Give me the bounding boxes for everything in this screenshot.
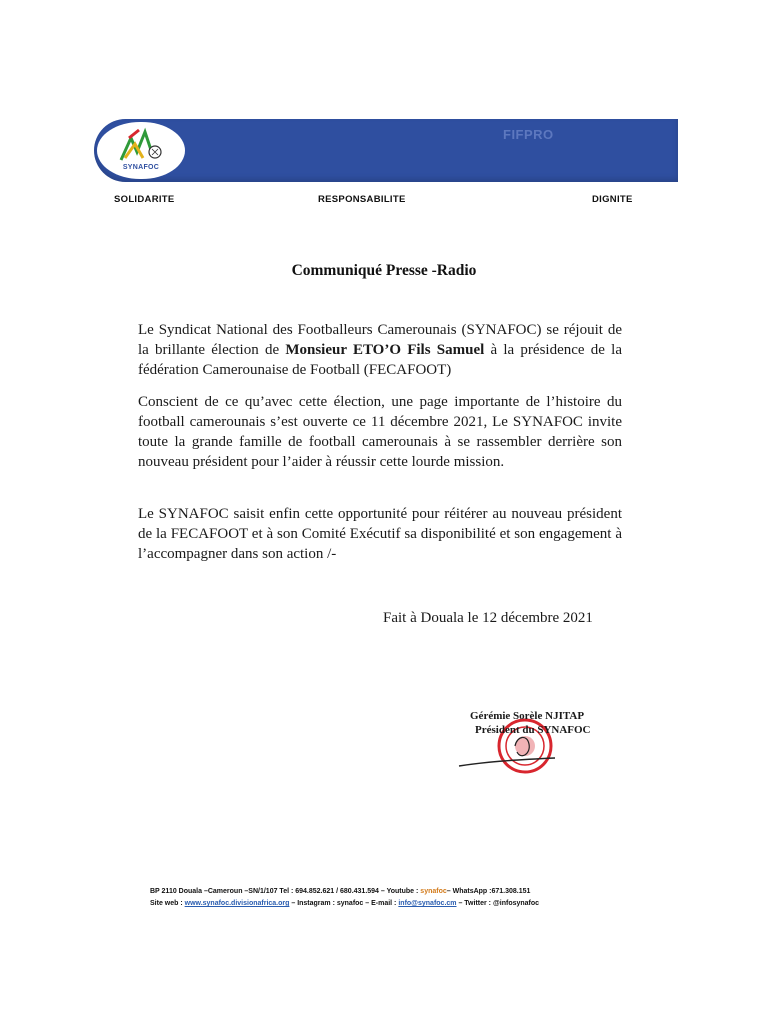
- motto-dignite: DIGNITE: [592, 194, 633, 205]
- motto-responsabilite: RESPONSABILITE: [318, 194, 406, 205]
- logo-text: SYNAFOC: [122, 164, 160, 171]
- paragraph-1-end: à la présidence de la fédération Camerounaise de Football (FECAFOOT): [138, 342, 622, 378]
- signatory-name: Gérémie Sorèle NJITAP: [470, 710, 585, 722]
- paragraph-1-start: Le Syndicat National des Footballeurs Camerounais (SYNAFOC) se réjouit de la brillante élection de: [138, 322, 622, 358]
- footer-instagram: – Instagram : synafoc – E-mail :: [289, 900, 399, 907]
- footer-whatsapp: – WhatsApp :671.308.151: [446, 888, 531, 895]
- footer-site-label: Site web :: [150, 900, 185, 907]
- footer-website-link[interactable]: www.synafoc.divisionafrica.org: [184, 900, 290, 907]
- footer-address: BP 2110 Douala –Cameroun –SN/1/107 Tel : 694.852.621 / 680.431.594 – Youtube :: [150, 888, 421, 895]
- footer-twitter: – Twitter : @infosynafoc: [456, 900, 540, 907]
- paragraph-1-name: Monsieur ETO’O Fils Samuel: [285, 342, 485, 358]
- document-title: Communiqué Presse -Radio: [291, 262, 477, 279]
- footer-contact-line-1: [150, 888, 620, 895]
- paragraph-2: Conscient de ce qu’avec cette élection, une page importante de l’histoire du football camerounais s’est ouverte ce 11 décembre 2021, Le SYNAFOC invite toute la grande famille de football camerounais à se rassembler derrière son nouveau président pour l’aider à réussir cette lourde mission.: [138, 394, 622, 470]
- fifpro-label: FIFPRO: [503, 127, 554, 142]
- footer-email-link[interactable]: info@synafoc.cm: [398, 900, 457, 907]
- paragraph-1: [138, 320, 622, 380]
- date-line: Fait à Douala le 12 décembre 2021: [383, 610, 593, 626]
- paragraph-3: Le SYNAFOC saisit enfin cette opportunité pour réitérer au nouveau président de la FECAFOOT et à son Comité Exécutif sa disponibilité et son engagement à l’accompagner dans son action /-: [138, 506, 622, 562]
- footer-youtube[interactable]: synafoc: [420, 888, 447, 895]
- signatory-title: Président du SYNAFOC: [475, 724, 591, 736]
- motto-solidarite: SOLIDARITE: [114, 194, 175, 205]
- synafoc-logo: [97, 122, 185, 179]
- footer-contact-line-2: [150, 900, 620, 907]
